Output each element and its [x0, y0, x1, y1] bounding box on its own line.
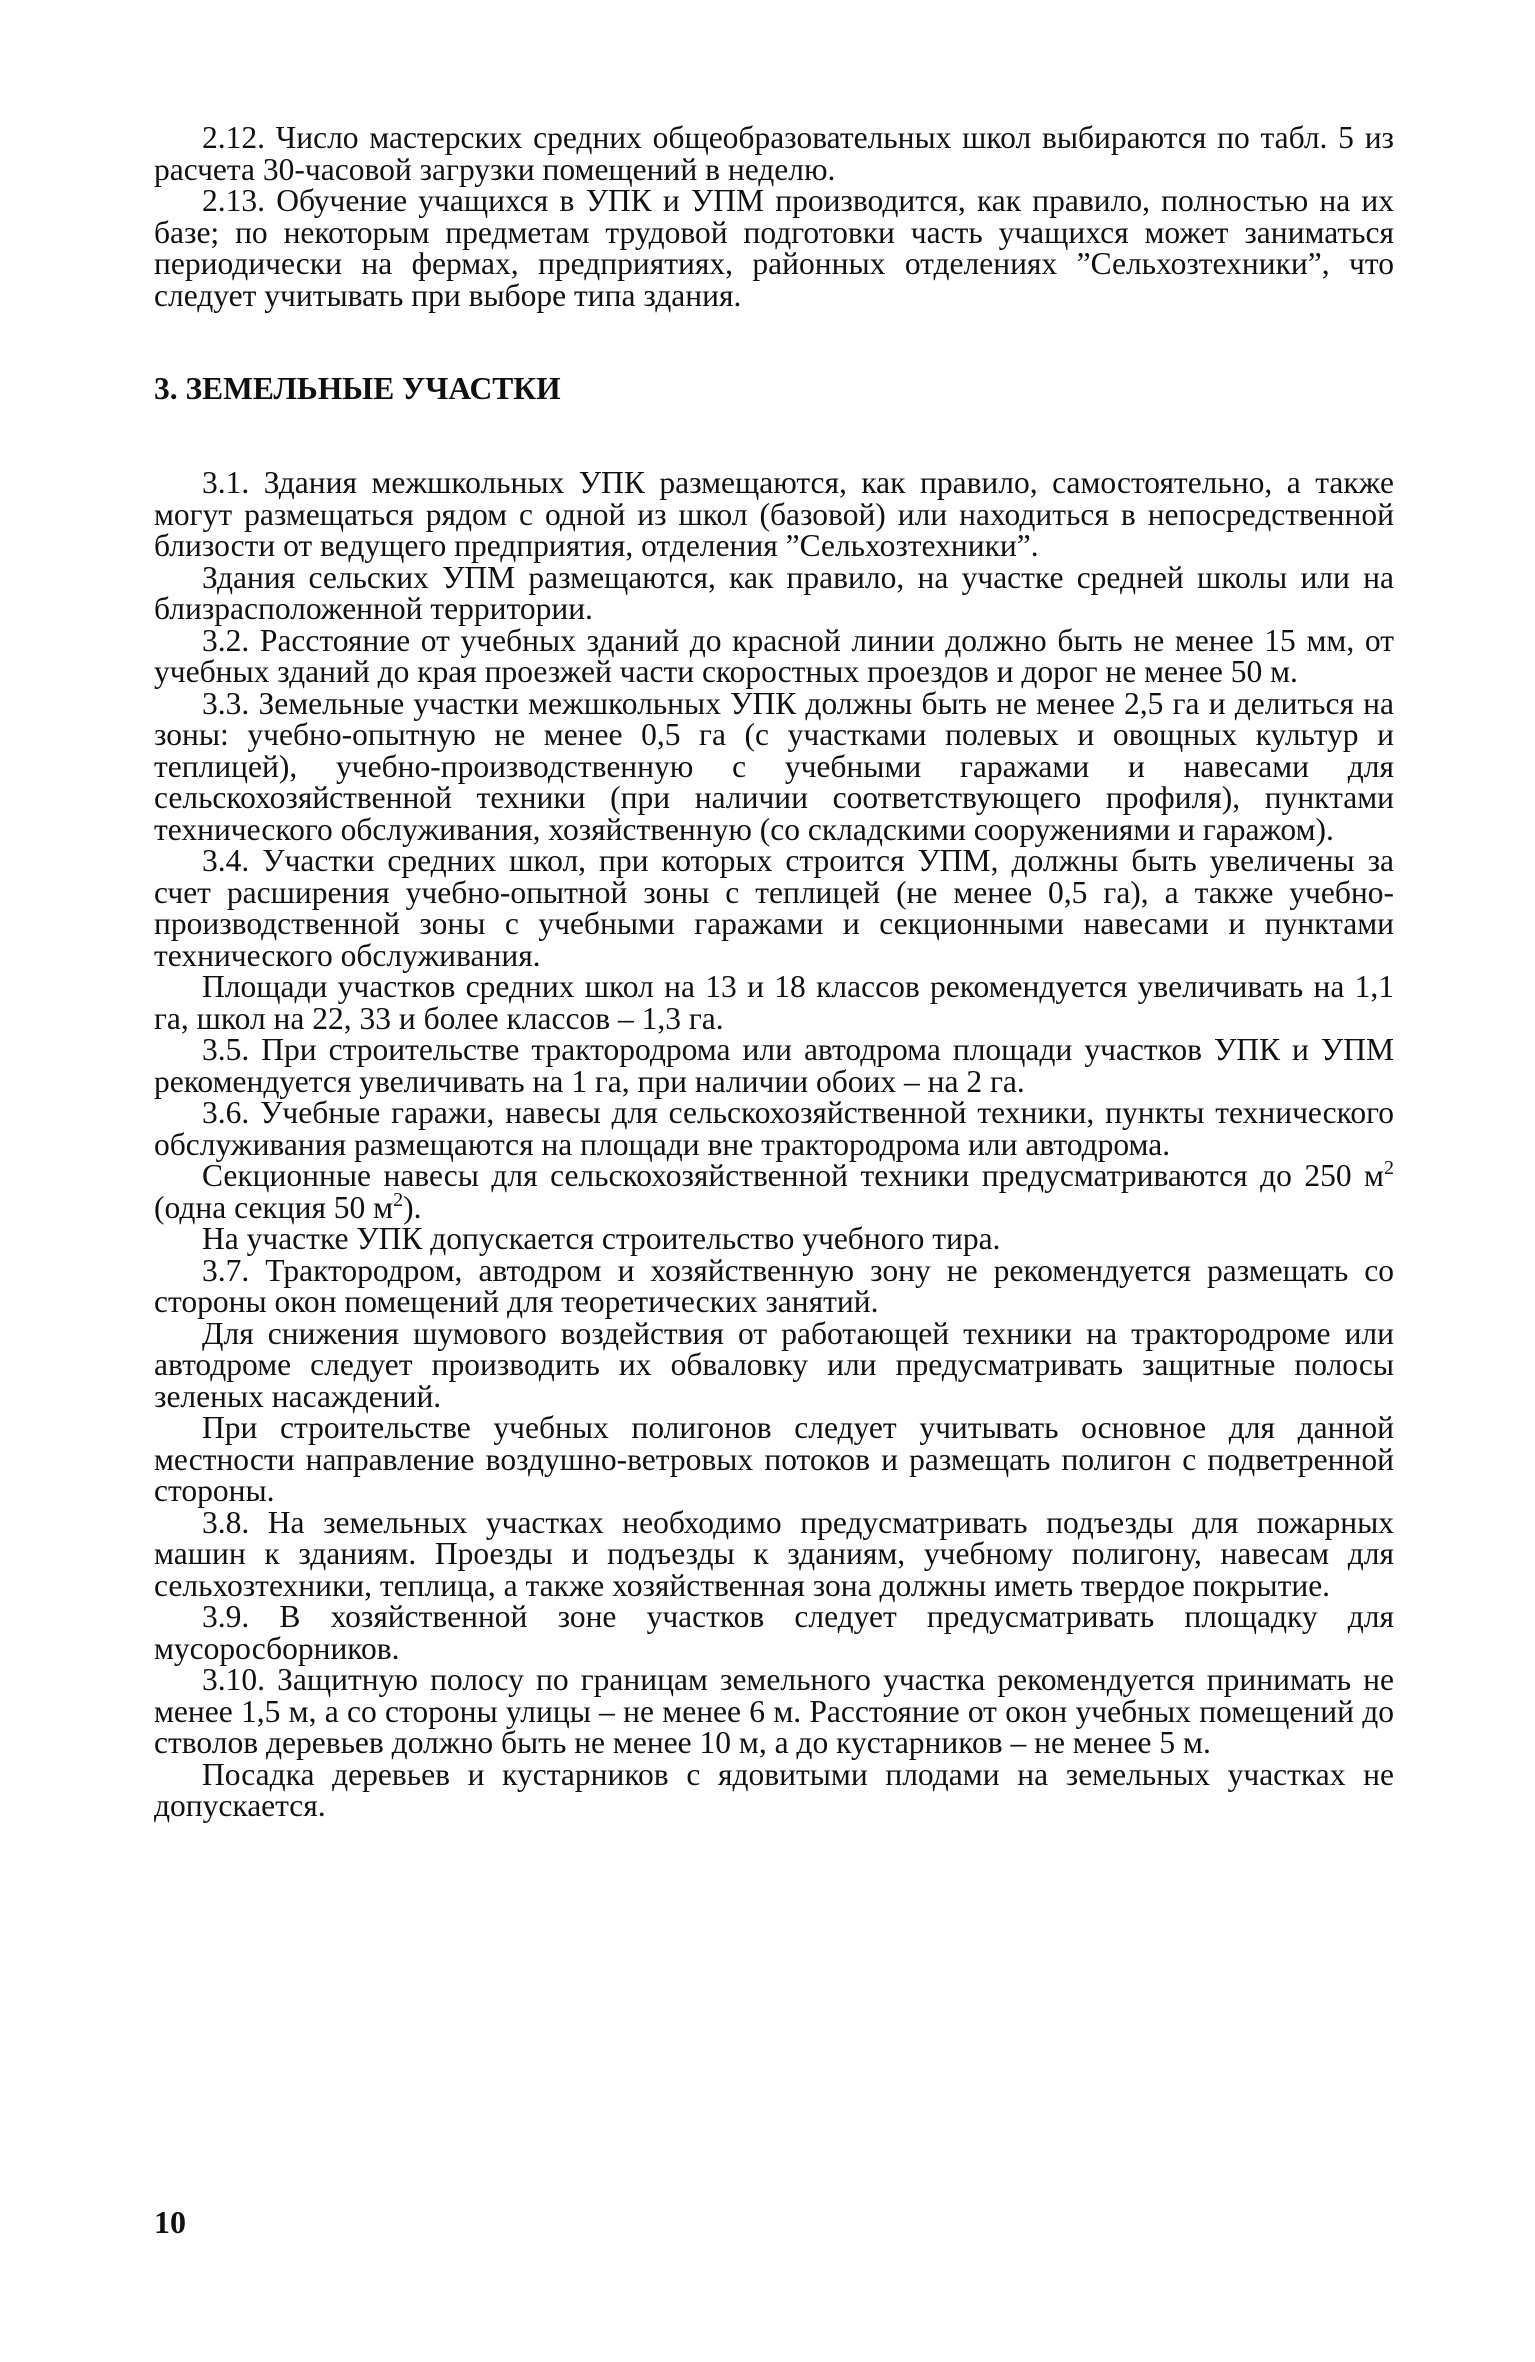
paragraph-3-4b: Площади участков средних школ на 13 и 18 классов рекомендуется увеличивать на 1,1 га, школ на 22, 33 и более классов – 1,3 га. — [154, 969, 1394, 1036]
paragraph-3-10b: Посадка деревьев и кустарников с ядовитыми плодами на земельных участках не допускается. — [154, 1756, 1394, 1823]
superscript: 2 — [393, 1188, 404, 1211]
paragraph-3-6c: На участке УПК допускается строительство учебного тира. — [202, 1221, 1001, 1256]
paragraph-3-8: 3.8. На земельных участках необходимо предусматривать подъезды для пожарных машин к зданиям. Проезды и подъезды к зданиям, учебному полигону, навесам для сельхозтехники, теплица, а также хозяйственная зона должны иметь твердое покрытие. — [154, 1504, 1394, 1603]
paragraph-3-6b-mid: (одна секция 50 м — [154, 1189, 394, 1225]
superscript: 2 — [1384, 1157, 1394, 1179]
paragraph-3-6: 3.6. Учебные гаражи, навесы для сельскохозяйственной техники, пункты технического обслуживания размещаются на площади вне трактородрома или автодрома. — [154, 1095, 1394, 1162]
paragraph-2-13: 2.13. Обучение учащихся в УПК и УПМ производится, как правило, полностью на их базе; по некоторым предметам трудовой подготовки часть учащихся может заниматься периодически на фермах, предприятиях, районных отделениях ”Сельхозтехники”, что следует учитывать при выборе типа здания. — [154, 183, 1394, 313]
section-heading: 3. ЗЕМЕЛЬНЫЕ УЧАСТКИ — [154, 371, 561, 406]
paragraph-3-1b: Здания сельских УПМ размещаются, как правило, на участке средней школы или на близрасположенной территории. — [154, 559, 1394, 626]
paragraph-3-6b-end: ). — [403, 1189, 422, 1225]
paragraph-3-3: 3.3. Земельные участки межшкольных УПК должны быть не менее 2,5 га и делиться на зоны: учебно-опытную не менее 0,5 га (с участками полевых и овощных культур и теплицей), учебно-производственную с учебными гаражами и навесами для сельскохозяйственной техники (при наличии соответствующего профиля), пунктами технического обслуживания, хозяйственную (со складскими сооружениями и гаражом). — [154, 685, 1394, 847]
paragraph-3-7b: Для снижения шумового воздействия от работающей техники на трактородроме или автодроме следует производить их обваловку или предусматривать защитные полосы зеленых насаждений. — [154, 1315, 1394, 1414]
paragraph-3-5: 3.5. При строительстве трактородрома или автодрома площади участков УПК и УПМ рекомендуется увеличивать на 1 га, при наличии обоих – на 2 га. — [154, 1032, 1394, 1099]
paragraph-3-1: 3.1. Здания межшкольных УПК размещаются, как правило, самостоятельно, а также могут размещаться рядом с одной из школ (базовой) или находиться в непосредственной близости от ведущего предприятия, отделения ”Сельхозтехники”. — [154, 465, 1394, 563]
paragraph-3-4: 3.4. Участки средних школ, при которых строится УПМ, должны быть увеличены за счет расширения учебно-опытной зоны с теплицей (не менее 0,5 га), а также учебно-производственной зоны с учебными гаражами и секционными навесами и пунктами технического обслуживания. — [154, 843, 1394, 973]
page-number: 10 — [154, 2204, 186, 2240]
paragraph-3-6b — [154, 1157, 1394, 1225]
paragraph-3-9: 3.9. В хозяйственной зоне участков следует предусматривать площадку для мусоросборников. — [154, 1599, 1394, 1666]
paragraph-2-12: 2.12. Число мастерских средних общеобразовательных школ выбираются по табл. 5 из расчета 30-часовой загрузки помещений в неделю. — [154, 120, 1394, 187]
paragraph-3-2: 3.2. Расстояние от учебных зданий до красной линии должно быть не менее 15 мм, от учебных зданий до края проезжей части скоростных проездов и дорог не менее 50 м. — [154, 622, 1394, 689]
paragraph-3-7: 3.7. Трактородром, автодром и хозяйственную зону не рекомендуется размещать со стороны окон помещений для теоретических занятий. — [154, 1252, 1394, 1319]
paragraph-3-7c: При строительстве учебных полигонов следует учитывать основное для данной местности направление воздушно-ветровых потоков и размещать полигон с подветренной стороны. — [154, 1410, 1394, 1508]
paragraph-3-10: 3.10. Защитную полосу по границам земельного участка рекомендуется принимать не менее 1,5 м, а со стороны улицы – не менее 6 м. Расстояние от окон учебных помещений до стволов деревьев должно быть не менее 10 м, а до кустарников – не менее 5 м. — [154, 1662, 1394, 1760]
text-column — [154, 122, 1394, 1822]
paragraph-3-6b-text: Секционные навесы для сельскохозяйственной техники предусматриваются до 250 м — [202, 1158, 1384, 1193]
